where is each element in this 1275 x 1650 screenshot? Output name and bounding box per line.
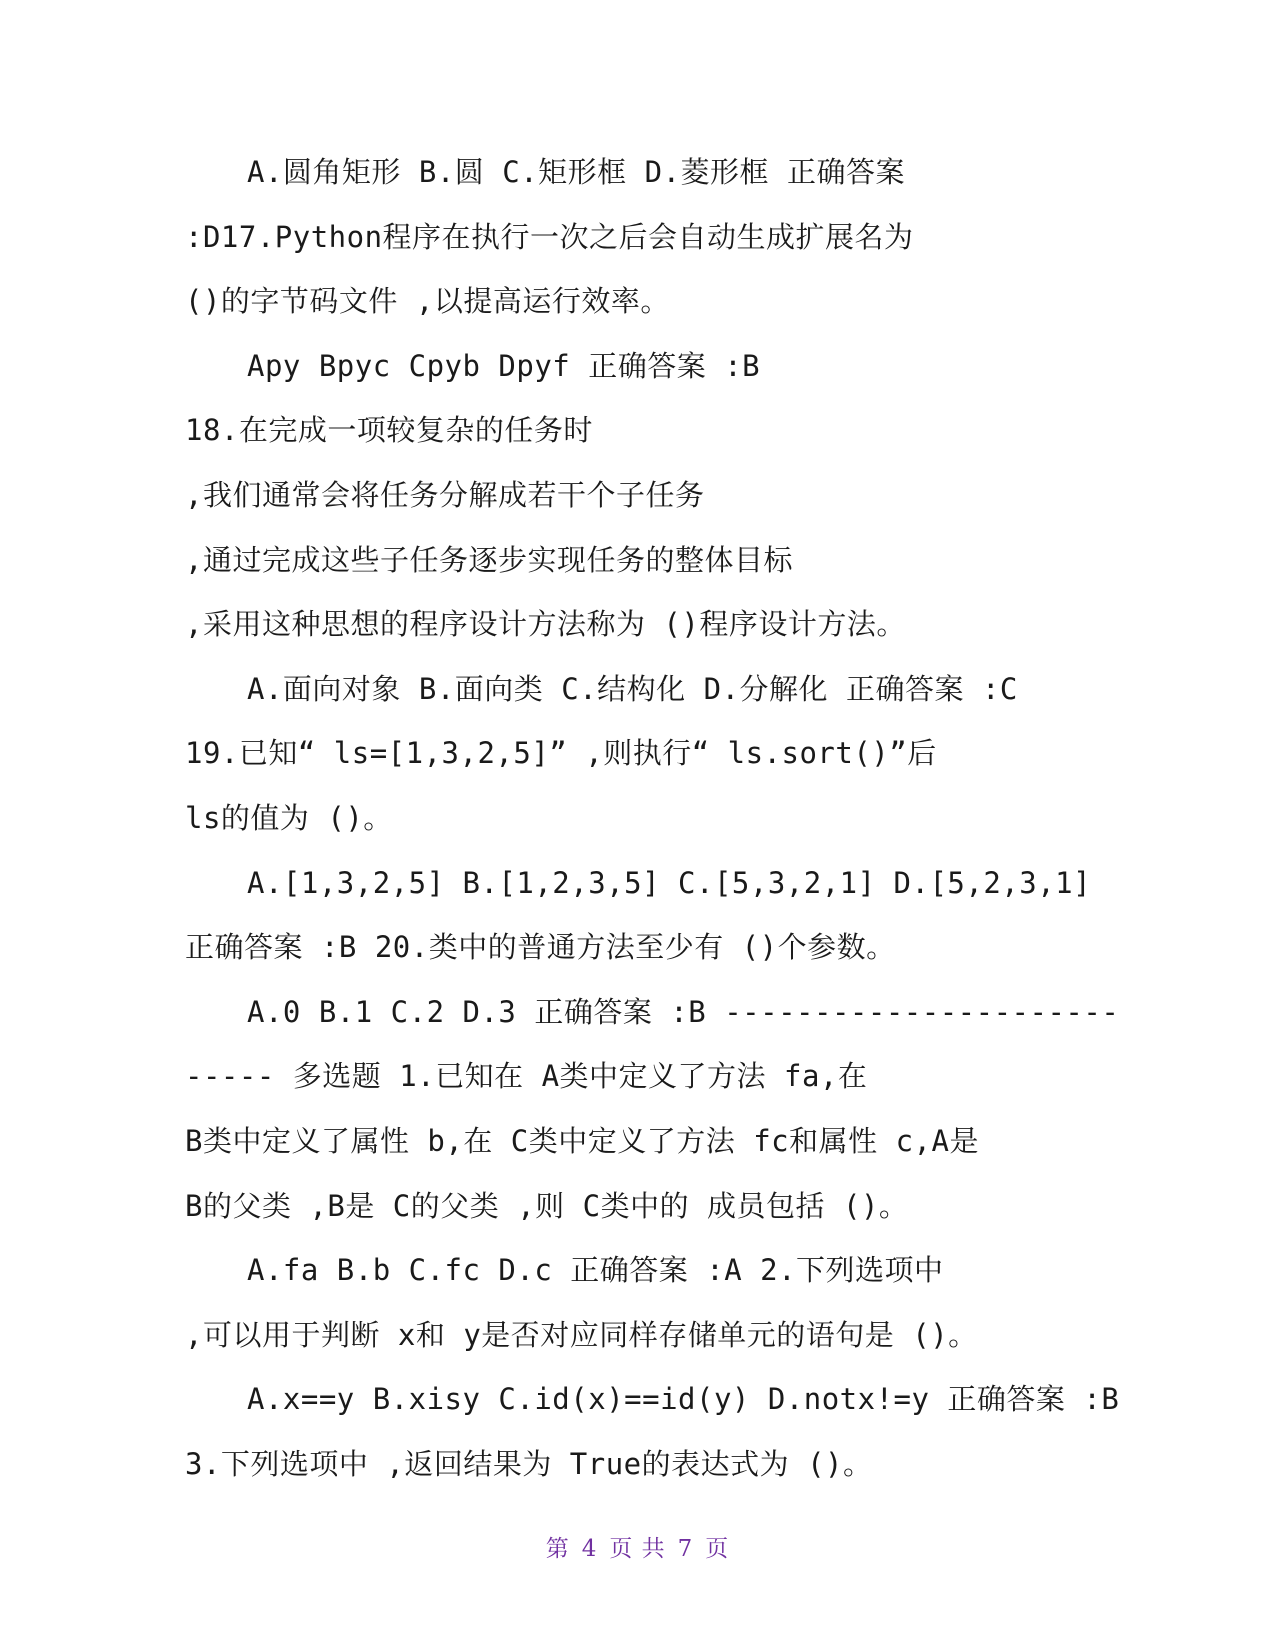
text-line: 18.在完成一项较复杂的任务时 — [185, 413, 593, 448]
total-page-count: 7 — [677, 1536, 694, 1562]
current-page-number: 4 — [581, 1536, 598, 1562]
text-line: :D17.Python程序在执行一次之后会自动生成扩展名为 — [185, 219, 914, 254]
text-line: 正确答案 :B 20.类中的普通方法至少有 ()个参数。 — [185, 930, 896, 965]
text-line: ,通过完成这些子任务逐步实现任务的整体目标 — [185, 542, 793, 577]
text-line: A.[1,3,2,5] B.[1,2,3,5] C.[5,3,2,1] D.[5,2,3,1] — [247, 865, 1092, 900]
text-line: A.0 B.1 C.2 D.3 正确答案 :B ---------------------- — [247, 994, 1120, 1029]
text-line: ()的字节码文件 ,以提高运行效率。 — [185, 284, 670, 319]
text-line: A.面向对象 B.面向类 C.结构化 D.分解化 正确答案 :C — [247, 671, 1018, 706]
text-line: B类中定义了属性 b,在 C类中定义了方法 fc和属性 c,A是 — [185, 1123, 979, 1158]
page-footer — [0, 1530, 1275, 1563]
text-line: A.fa B.b C.fc D.c 正确答案 :A 2.下列选项中 — [247, 1253, 944, 1288]
text-line: A.x==y B.xisy C.id(x)==id(y) D.notx!=y 正确答案 :B — [247, 1382, 1120, 1417]
document-body — [185, 140, 1120, 1496]
text-line: ----- 多选题 1.已知在 A类中定义了方法 fa,在 — [185, 1059, 868, 1094]
text-line: ls的值为 ()。 — [185, 800, 393, 835]
footer-suffix: 页 — [705, 1536, 730, 1562]
text-line: 3.下列选项中 ,返回结果为 True的表达式为 ()。 — [185, 1446, 873, 1481]
text-line: 19.已知“ ls=[1,3,2,5]” ,则执行“ ls.sort()”后 — [185, 736, 937, 771]
text-line: B的父类 ,B是 C的父类 ,则 C类中的 成员包括 ()。 — [185, 1188, 909, 1223]
text-line: A.圆角矩形 B.圆 C.矩形框 D.菱形框 正确答案 — [247, 155, 906, 189]
text-line: ,可以用于判断 x和 y是否对应同样存储单元的语句是 ()。 — [185, 1317, 978, 1352]
footer-prefix: 第 — [545, 1536, 570, 1562]
text-line: Apy Bpyc Cpyb Dpyf 正确答案 :B — [247, 348, 761, 383]
footer-middle: 页 共 — [609, 1536, 666, 1562]
text-line: ,采用这种思想的程序设计方法称为 ()程序设计方法。 — [185, 607, 906, 642]
text-line: ,我们通常会将任务分解成若干个子任务 — [185, 477, 705, 512]
